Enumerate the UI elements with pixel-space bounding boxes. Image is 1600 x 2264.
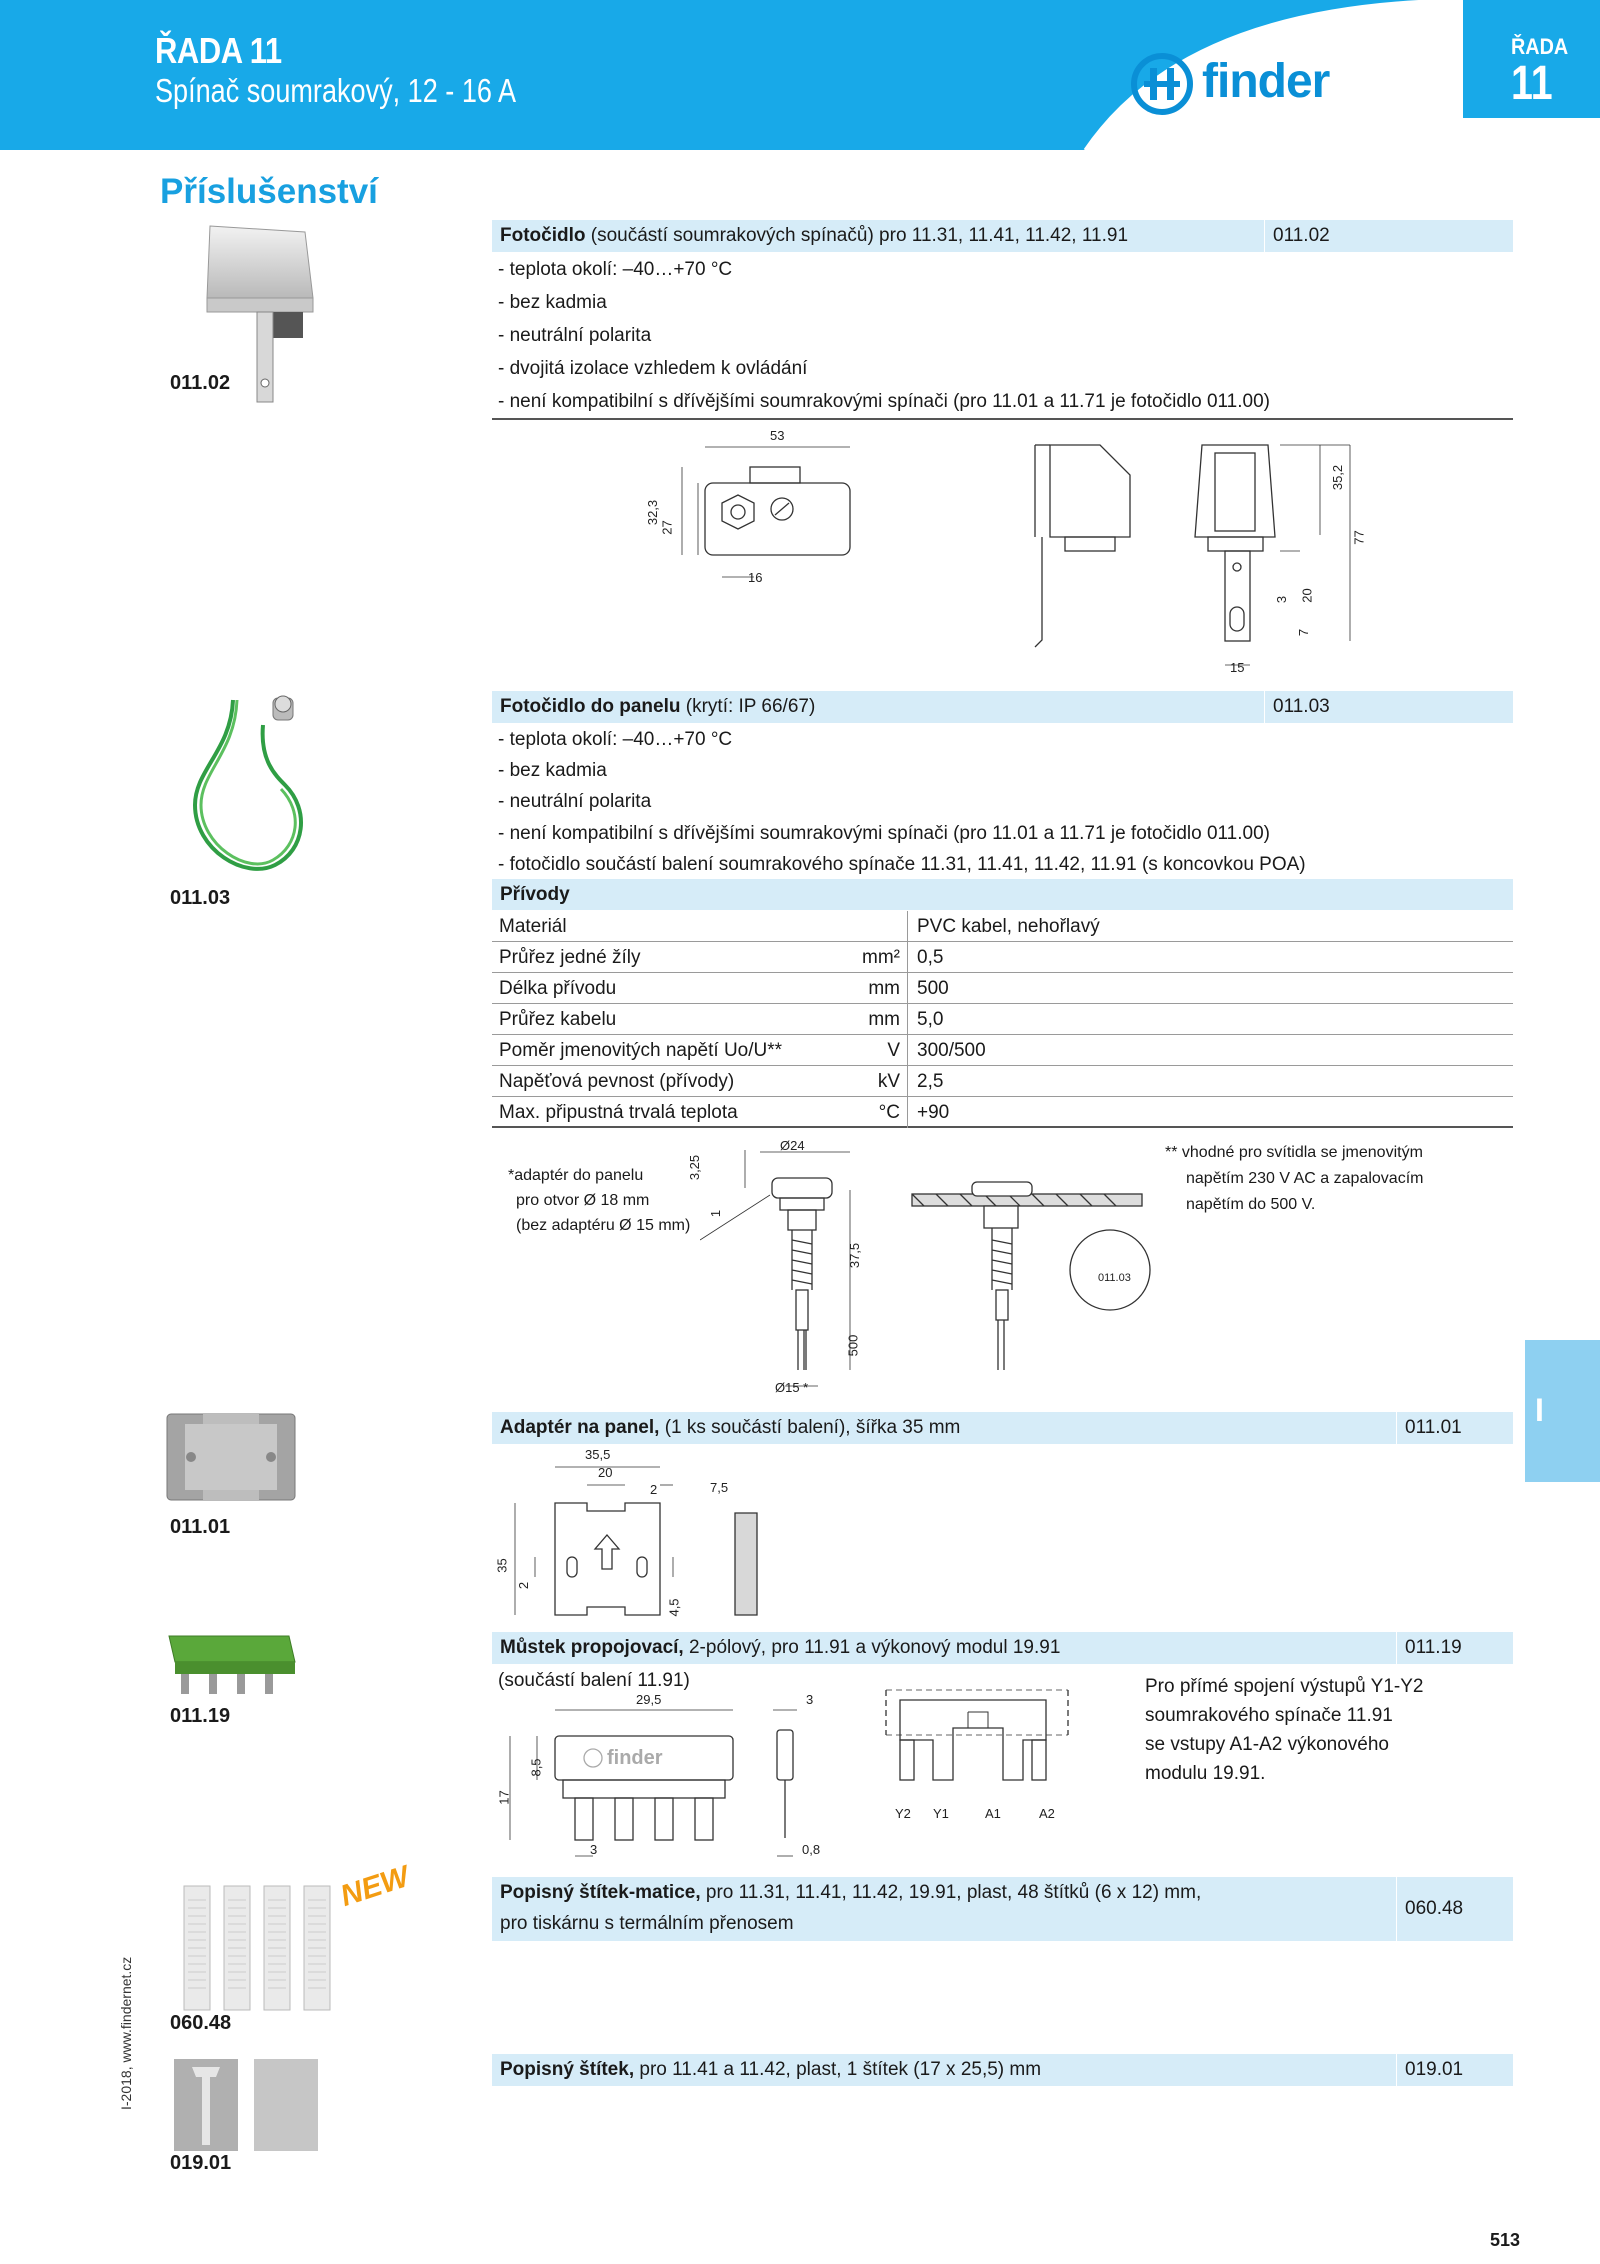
dim-label: 35,2 <box>1330 464 1346 491</box>
product-photo-019-01 <box>170 2055 330 2155</box>
privody-title: Přívody <box>500 884 570 905</box>
product-code: 060.48 <box>1396 1877 1463 1941</box>
dim-label: 29,5 <box>636 1692 662 1707</box>
pin-label: Y1 <box>933 1806 949 1821</box>
note-line: napětím do 500 V. <box>1186 1196 1316 1213</box>
footer-imprint: I-2018, www.findernet.cz <box>118 1956 134 2110</box>
product-name: Fotočidlo (součástí soumrakových spínačů) pro 11.31, 11.41, 11.42, 11.91 <box>500 225 1129 246</box>
product-label: 011.01 <box>170 1516 231 1538</box>
note-line: Pro přímé spojení výstupů Y1-Y2 <box>1145 1676 1424 1697</box>
product-name: Popisný štítek, pro 11.41 a 11.42, plast, 1 štítek (17 x 25,5) mm <box>500 2059 1042 2080</box>
spec-line: - fotočidlo součástí balení soumrakového spínače 11.31, 11.41, 11.42, 11.91 (s koncovkou POA) <box>498 854 1306 875</box>
spec-line: - není kompatibilní s dřívějšími soumrakovými spínači (pro 11.01 a 11.71 je fotočidlo 011.00) <box>498 391 1270 412</box>
dim-label: 3 <box>806 1692 814 1707</box>
product-name-line2: pro tiskárnu s termálním přenosem <box>500 1913 794 1934</box>
product-label: 011.02 <box>170 372 231 394</box>
product-photo-011-01 <box>163 1410 303 1505</box>
spec-line: - teplota okolí: –40…+70 °C <box>498 729 733 750</box>
product-code: 011.03 <box>1264 691 1330 723</box>
product-photo-060-48 <box>180 1880 350 2015</box>
finder-logo-icon <box>1130 52 1194 116</box>
product-header-row <box>492 1632 1513 1664</box>
table-row: Max. připustná trvalá teplota °C +90 <box>492 1097 1513 1128</box>
table-row: Napěťová pevnost (přívody) kV 2,5 <box>492 1066 1513 1097</box>
dim-label: 53 <box>770 428 785 443</box>
brand-name: finder <box>1202 55 1330 108</box>
product-photo-011-19 <box>165 1632 300 1697</box>
table-row: Délka přívodu mm 500 <box>492 973 1513 1004</box>
spec-line: - neutrální polarita <box>498 325 652 346</box>
dim-label: 15 <box>1230 660 1245 675</box>
product-code: 011.19 <box>1396 1632 1462 1664</box>
product-code: 019.01 <box>1396 2054 1463 2086</box>
page-header <box>0 0 1600 160</box>
badge-code: 011.03 <box>1098 1272 1131 1284</box>
product-name: Můstek propojovací, 2-pólový, pro 11.91 a výkonový modul 19.91 <box>500 1637 1061 1658</box>
product-code: 011.01 <box>1396 1412 1462 1444</box>
dim-label: 2 <box>650 1482 658 1497</box>
dim-label: 3,25 <box>687 1154 703 1181</box>
dim-label: 32,3 <box>645 499 661 526</box>
dim-label: 20 <box>598 1465 613 1480</box>
dim-label: 3 <box>1274 595 1290 604</box>
table-row: Průřez kabelu mm 5,0 <box>492 1004 1513 1035</box>
note-line: napětím 230 V AC a zapalovacím <box>1186 1170 1424 1187</box>
note-line: modulu 19.91. <box>1145 1763 1266 1784</box>
dim-label: Ø15 * <box>775 1380 809 1395</box>
series-number: 11 <box>1511 57 1553 110</box>
svg-text:finder: finder <box>607 1747 663 1769</box>
spec-line: - není kompatibilní s dřívějšími soumrakovými spínači (pro 11.01 a 11.71 je fotočidlo 011.00) <box>498 823 1270 844</box>
product-label: 060.48 <box>170 2012 232 2034</box>
product-name: Fotočidlo do panelu (krytí: IP 66/67) <box>500 696 816 717</box>
dim-label: 7 <box>1296 628 1312 637</box>
note-line: (bez adaptéru Ø 15 mm) <box>516 1217 691 1234</box>
dim-label: 77 <box>1351 530 1367 545</box>
product-label: 019.01 <box>170 2152 232 2174</box>
header-subtitle: Spínač soumrakový, 12 - 16 A <box>155 72 516 109</box>
note-line: *adaptér do panelu <box>508 1167 644 1184</box>
product-name: Adaptér na panel, (1 ks součástí balení), šířka 35 mm <box>500 1417 961 1438</box>
product-header-row <box>492 220 1513 252</box>
page-number: 513 <box>1490 2230 1521 2250</box>
divider <box>492 418 1513 420</box>
sub-line: (součástí balení 11.91) <box>498 1670 690 1691</box>
dim-label: 37,5 <box>847 1242 863 1269</box>
product-label: 011.03 <box>170 887 231 909</box>
spec-line: - bez kadmia <box>498 292 607 313</box>
spec-line: - teplota okolí: –40…+70 °C <box>498 259 733 280</box>
header-title: ŘADA 11 <box>155 30 282 71</box>
product-name: Popisný štítek-matice, pro 11.31, 11.41, 11.42, 19.91, plast, 48 štítků (6 x 12) mm, <box>500 1882 1202 1903</box>
table-row: Materiál PVC kabel, nehořlavý <box>492 911 1513 942</box>
note-line: pro otvor Ø 18 mm <box>516 1192 650 1209</box>
new-badge: NEW <box>336 1860 414 1914</box>
dim-label: 20 <box>1299 588 1315 603</box>
product-code: 011.02 <box>1264 220 1330 252</box>
note-line: se vstupy A1-A2 výkonového <box>1145 1734 1389 1755</box>
section-index-letter: I <box>1535 1392 1544 1428</box>
table-row: Průřez jedné žíly mm² 0,5 <box>492 942 1513 973</box>
pin-label: A2 <box>1039 1806 1055 1821</box>
pin-label: Y2 <box>895 1806 911 1821</box>
section-index-tab <box>1525 1340 1600 1482</box>
dim-label: 0,8 <box>802 1842 821 1857</box>
note-line: soumrakového spínače 11.91 <box>1145 1705 1393 1726</box>
dim-label: Ø24 <box>780 1138 805 1153</box>
dim-label: 35 <box>494 1558 510 1573</box>
finder-logo <box>1130 52 1370 116</box>
series-label: ŘADA <box>1511 34 1569 59</box>
privody-header <box>492 879 1513 910</box>
product-header-row <box>492 691 1513 723</box>
product-label: 011.19 <box>170 1705 231 1727</box>
wiring-diagram-011-19 <box>878 1680 1078 1800</box>
product-header-row <box>492 2054 1513 2086</box>
section-title: Příslušenství <box>160 172 378 211</box>
table-row: Poměr jmenovitých napětí Uo/U** V 300/500 <box>492 1035 1513 1066</box>
dim-label: 8,5 <box>528 1758 544 1777</box>
product-photo-011-03 <box>185 690 335 895</box>
product-header-row <box>492 1412 1513 1444</box>
dim-label: 7,5 <box>710 1480 729 1495</box>
technical-drawing-011-01 <box>495 1445 795 1625</box>
dim-label: 2 <box>516 1581 532 1590</box>
dim-label: 4,5 <box>666 1598 682 1617</box>
technical-drawing-011-19-front <box>495 1688 805 1868</box>
series-box <box>1463 0 1600 118</box>
technical-drawing-011-02 <box>630 425 1390 675</box>
spec-line: - bez kadmia <box>498 760 607 781</box>
spec-line: - neutrální polarita <box>498 791 652 812</box>
pin-label: A1 <box>985 1806 1001 1821</box>
dim-label: 1 <box>708 1209 724 1218</box>
note-line: ** vhodné pro svítidla se jmenovitým <box>1165 1144 1423 1161</box>
product-header-row <box>492 1877 1513 1941</box>
dim-label: 16 <box>748 570 763 585</box>
dim-label: 17 <box>496 1790 512 1805</box>
spec-line: - dvojitá izolace vzhledem k ovládání <box>498 358 808 379</box>
dim-label: 35,5 <box>585 1447 611 1462</box>
dim-label: 27 <box>659 520 675 535</box>
dim-label: 3 <box>590 1842 598 1857</box>
technical-drawing-011-03 <box>700 1130 1170 1400</box>
dim-label: 500 <box>845 1334 861 1357</box>
